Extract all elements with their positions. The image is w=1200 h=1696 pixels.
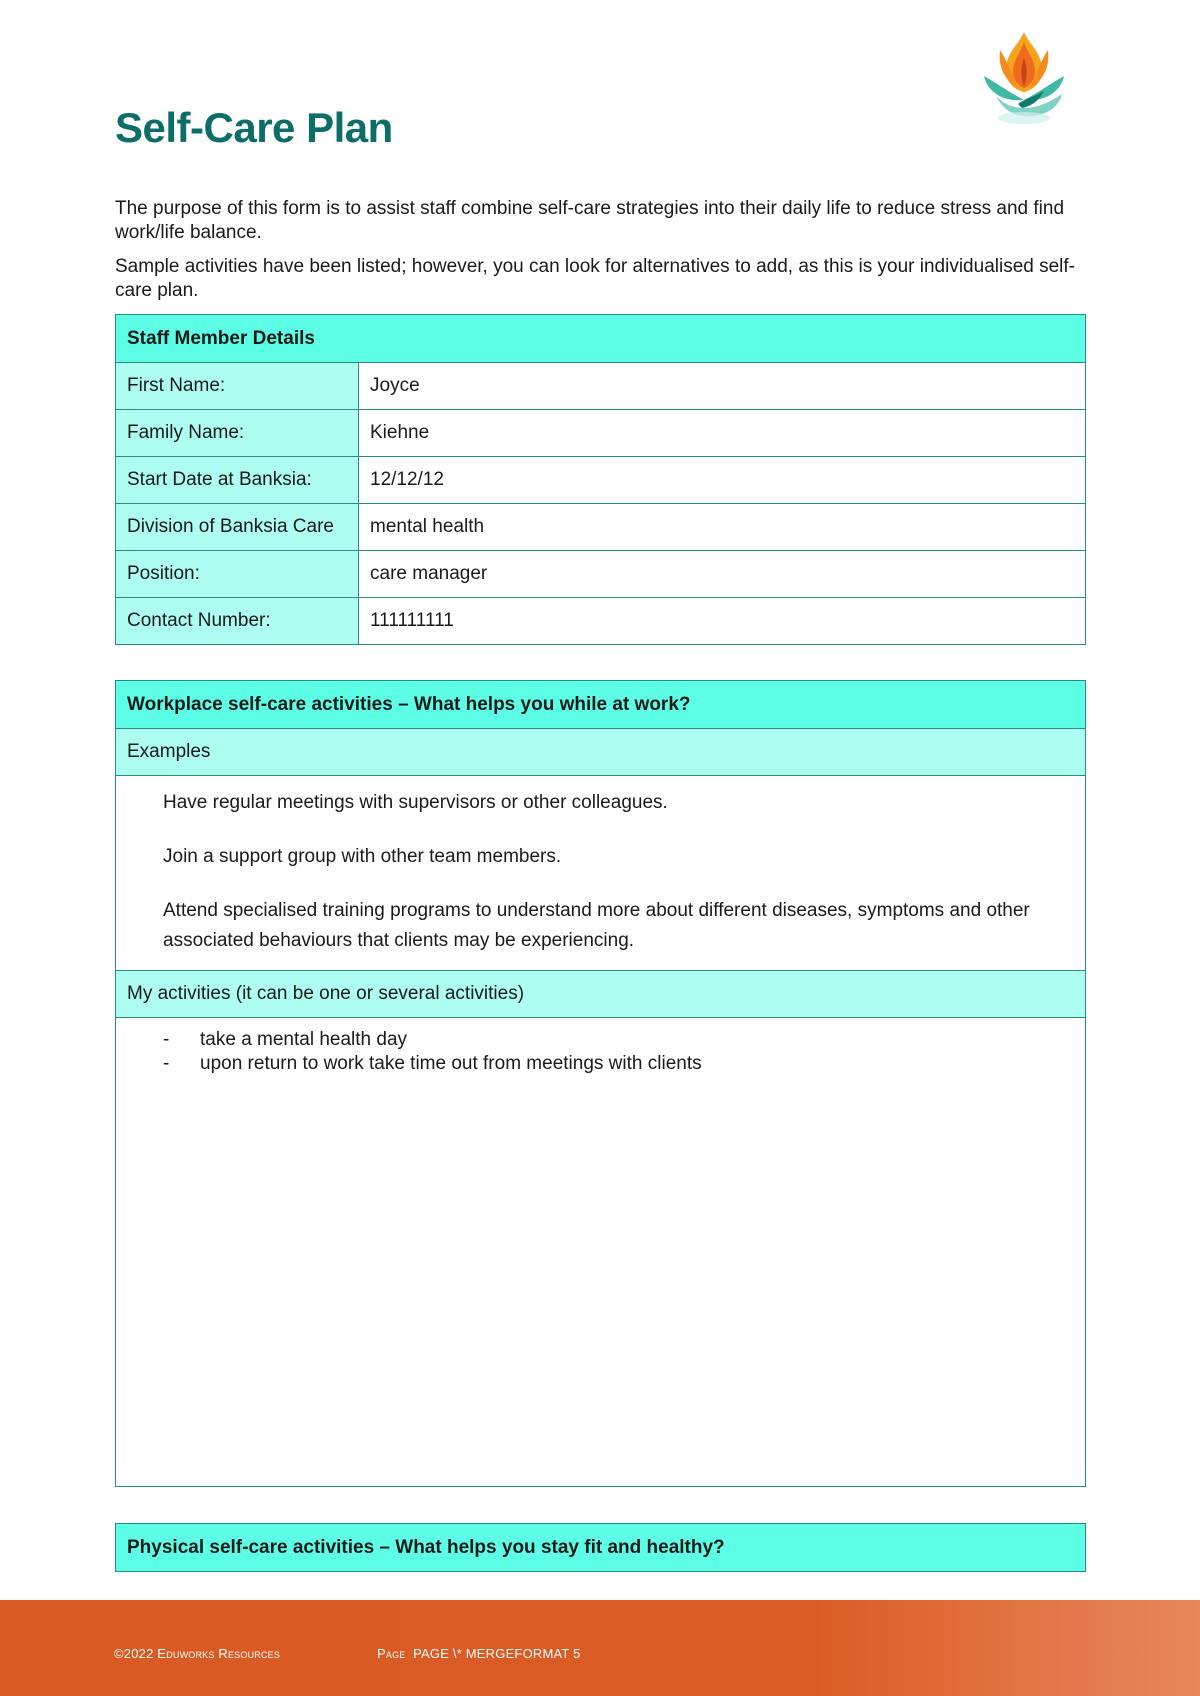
lotus-flower-logo-icon bbox=[978, 28, 1070, 128]
footer-page-number bbox=[377, 1646, 581, 1661]
position-field[interactable]: care manager bbox=[359, 551, 1086, 598]
my-activities-list bbox=[163, 1028, 1074, 1076]
page-footer bbox=[0, 1600, 1200, 1696]
intro-paragraph-samples: Sample activities have been listed; however, you can look for alternatives to add, as this is your individualised self-care plan. bbox=[115, 256, 1076, 301]
staff-details-header: Staff Member Details bbox=[116, 315, 1086, 363]
physical-activities-table bbox=[115, 1523, 1086, 1572]
my-activities-field[interactable] bbox=[116, 1018, 1086, 1487]
activity-text: upon return to work take time out from meetings with clients bbox=[200, 1053, 702, 1074]
workplace-activities-header: Workplace self-care activities – What helps you while at work? bbox=[116, 681, 1086, 729]
examples-label: Examples bbox=[116, 729, 1086, 776]
table-row bbox=[116, 457, 1086, 504]
family-name-field[interactable]: Kiehne bbox=[359, 410, 1086, 457]
start-date-label: Start Date at Banksia: bbox=[116, 457, 359, 504]
footer-page-field: PAGE \* MERGEFORMAT 5 bbox=[413, 1646, 581, 1661]
my-activities-label: My activities (it can be one or several activities) bbox=[116, 971, 1086, 1018]
contact-number-field[interactable]: 111111111 bbox=[359, 598, 1086, 645]
table-row bbox=[116, 551, 1086, 598]
example-item: Attend specialised training programs to understand more about different diseases, symptoms and other associated behaviours that clients may be experiencing. bbox=[163, 900, 1030, 951]
bullet-dash: - bbox=[163, 1029, 170, 1050]
bullet-dash: - bbox=[163, 1053, 170, 1074]
table-row bbox=[116, 598, 1086, 645]
table-row bbox=[116, 363, 1086, 410]
list-item bbox=[163, 1052, 1074, 1076]
list-item bbox=[163, 1028, 1074, 1052]
table-row bbox=[116, 410, 1086, 457]
first-name-field[interactable]: Joyce bbox=[359, 363, 1086, 410]
footer-copyright: ©2022 Eduworks Resources bbox=[114, 1646, 281, 1661]
footer-page-word: Page bbox=[377, 1646, 406, 1661]
intro-paragraph-purpose: The purpose of this form is to assist staff combine self-care strategies into their daily life to reduce stress and find work/life balance. bbox=[115, 198, 1065, 243]
page-title: Self-Care Plan bbox=[115, 104, 393, 151]
start-date-field[interactable]: 12/12/12 bbox=[359, 457, 1086, 504]
contact-number-label: Contact Number: bbox=[116, 598, 359, 645]
example-item: Have regular meetings with supervisors or other colleagues. bbox=[163, 792, 668, 813]
activity-text: take a mental health day bbox=[200, 1029, 408, 1050]
example-item: Join a support group with other team members. bbox=[163, 846, 562, 867]
family-name-label: Family Name: bbox=[116, 410, 359, 457]
first-name-label: First Name: bbox=[116, 363, 359, 410]
division-label: Division of Banksia Care bbox=[116, 504, 359, 551]
workplace-activities-table bbox=[115, 680, 1086, 1487]
table-row bbox=[116, 504, 1086, 551]
physical-activities-header: Physical self-care activities – What helps you stay fit and healthy? bbox=[116, 1524, 1086, 1572]
staff-details-table bbox=[115, 314, 1086, 645]
examples-list bbox=[116, 776, 1086, 971]
position-label: Position: bbox=[116, 551, 359, 598]
division-field[interactable]: mental health bbox=[359, 504, 1086, 551]
